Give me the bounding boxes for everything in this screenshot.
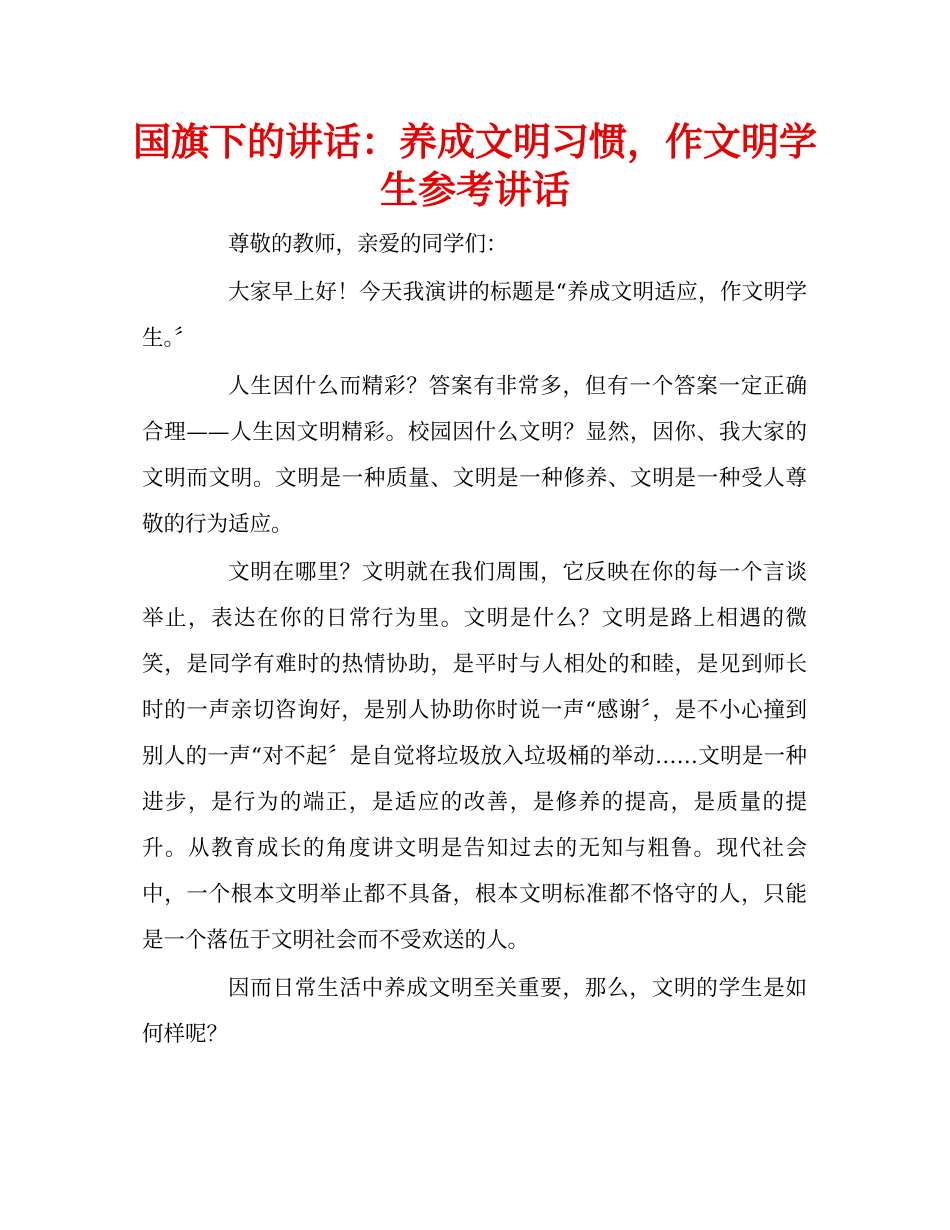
paragraph-why-civility: 人生因什么而精彩？答案有非常多，但有一个答案一定正确合理——人生因文明精彩。校园因什么文明？显然，因你、我大家的文明而文明。文明是一种质量、文明是一种修养、文明是一种受人尊敬的行为适应。	[142, 374, 807, 537]
paragraph-conclusion: 因而日常生活中养成文明至关重要，那么，文明的学生是如何样呢？	[142, 976, 807, 1047]
paragraph-greeting: 尊敬的教师，亲爱的同学们：	[228, 232, 508, 257]
document-title: 国旗下的讲话：养成文明习惯，作文明学生参考讲话	[132, 120, 817, 212]
document-body	[142, 222, 807, 1060]
paragraph-what-is-civility: 文明在哪里？文明就在我们周围，它反映在你的每一个言谈举止，表达在你的日常行为里。文明是什么？文明是路上相遇的微笑，是同学有难时的热情协助，是平时与人相处的和睦，是见到师长时的一声亲切咨询好，是别人协助你时说一声“感谢〞，是不小心撞到别人的一声“对不起〞是自觉将垃圾放入垃圾桶的举动……文明是一种进步，是行为的端正，是适应的改善，是修养的提高，是质量的提升。从教育成长的角度讲文明是告知过去的无知与粗鲁。现代社会中，一个根本文明举止都不具备，根本文明标准都不恪守的人，只能是一个落伍于文明社会而不受欢送的人。	[142, 560, 807, 953]
paragraph-intro: 大家早上好！今天我演讲的标题是“养成文明适应，作文明学生。〞	[142, 280, 807, 351]
